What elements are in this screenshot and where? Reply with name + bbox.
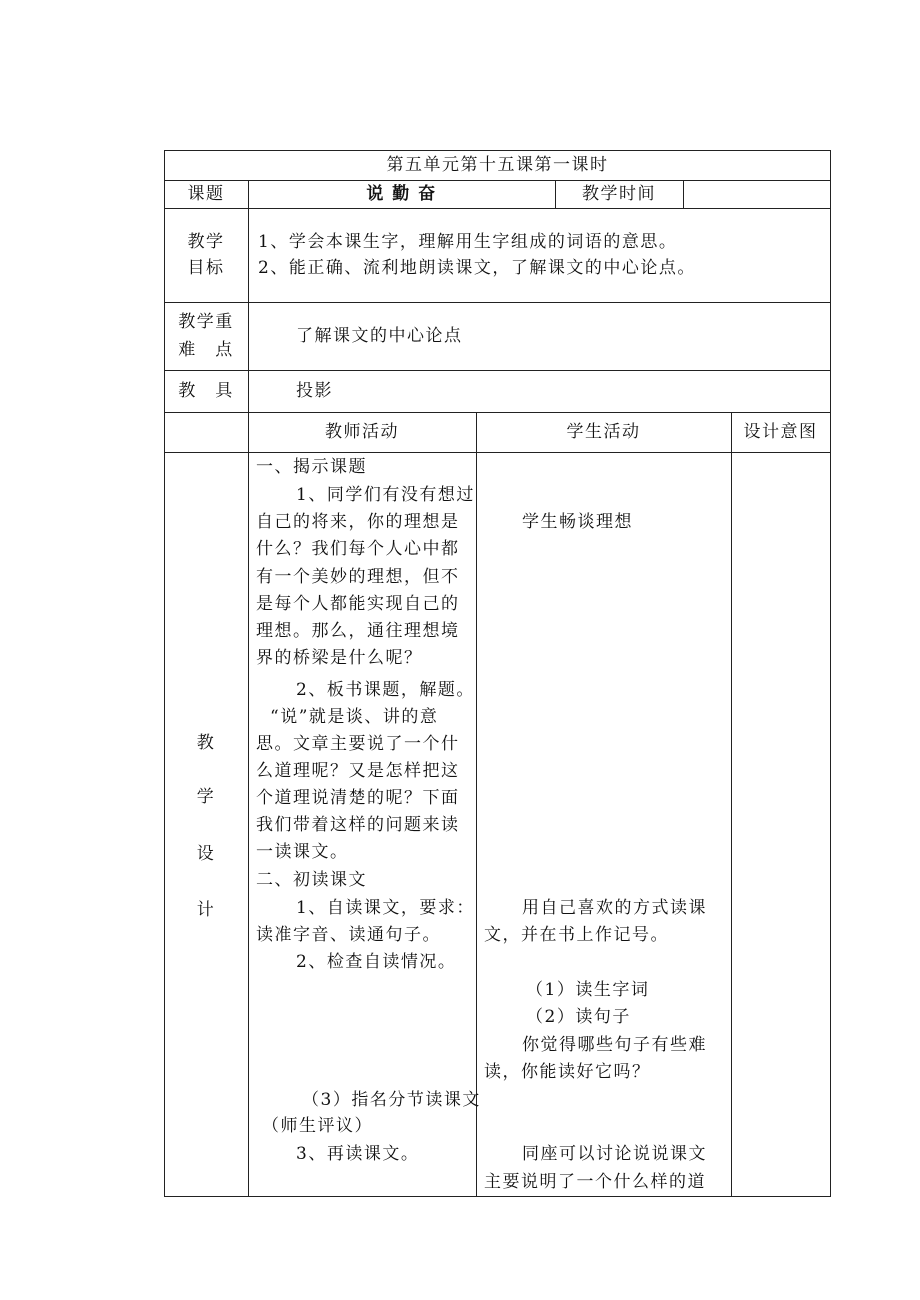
side-label: 教 bbox=[196, 733, 216, 753]
goals-label-2: 目标 bbox=[187, 258, 225, 278]
student-line: 学生畅谈理想 bbox=[522, 512, 633, 532]
table-border bbox=[164, 150, 831, 151]
teacher-line: 自己的将来，你的理想是 bbox=[256, 512, 460, 532]
topic-label: 课题 bbox=[187, 184, 225, 204]
teacher-line: 2、检查自读情况。 bbox=[296, 952, 457, 972]
col-divider bbox=[683, 180, 684, 208]
teacher-line: 什么？我们每个人心中都 bbox=[256, 539, 460, 559]
intent-column-header: 设计意图 bbox=[743, 422, 818, 442]
teacher-line: 么道理呢？又是怎样把这 bbox=[256, 761, 460, 781]
teacher-line: “说”就是谈、讲的意 bbox=[270, 707, 439, 727]
teacher-line: 有一个美妙的理想，但不 bbox=[256, 567, 460, 587]
table-border bbox=[830, 150, 831, 1197]
key-label-2: 难 点 bbox=[178, 340, 234, 360]
teacher-line: 一、揭示课题 bbox=[256, 457, 367, 477]
side-label: 计 bbox=[196, 900, 216, 920]
col-divider bbox=[731, 412, 732, 1196]
teacher-line: 2、板书课题，解题。 bbox=[296, 680, 475, 700]
time-label: 教学时间 bbox=[582, 184, 656, 204]
teacher-line: 个道理说清楚的呢？下面 bbox=[256, 788, 460, 808]
teacher-line: 1、自读课文，要求： bbox=[296, 898, 475, 918]
unit-title: 第五单元第十五课第一课时 bbox=[386, 155, 609, 175]
student-line: 读，你能读好它吗？ bbox=[484, 1062, 651, 1082]
teacher-line: 读准字音、读通句子。 bbox=[256, 925, 441, 945]
teacher-line: 是每个人都能实现自己的 bbox=[256, 594, 460, 614]
student-line: 同座可以讨论说说课文 bbox=[522, 1144, 707, 1164]
student-line: 文，并在书上作记号。 bbox=[484, 925, 669, 945]
student-line: 用自己喜欢的方式读课 bbox=[522, 898, 707, 918]
row-divider bbox=[164, 180, 831, 181]
teacher-line: （师生评议） bbox=[262, 1116, 373, 1136]
teacher-line: 1、同学们有没有想过 bbox=[296, 485, 475, 505]
key-value: 了解课文的中心论点 bbox=[296, 326, 463, 346]
col-divider bbox=[248, 180, 249, 1196]
row-divider bbox=[164, 370, 831, 371]
topic-value: 说 勤 奋 bbox=[366, 184, 437, 204]
student-column-header: 学生活动 bbox=[566, 422, 641, 442]
teacher-line: 思。文章主要说了一个什 bbox=[256, 734, 460, 754]
col-divider bbox=[476, 412, 477, 1196]
row-divider bbox=[164, 302, 831, 303]
table-border bbox=[164, 150, 165, 1197]
teacher-line: 二、初读课文 bbox=[256, 870, 367, 890]
goal-item: 2、能正确、流利地朗读课文，了解课文的中心论点。 bbox=[258, 258, 696, 278]
tools-value: 投影 bbox=[296, 381, 333, 401]
teacher-line: 界的桥梁是什么呢？ bbox=[256, 648, 423, 668]
goal-item: 1、学会本课生字，理解用生字组成的词语的意思。 bbox=[258, 232, 678, 252]
side-label: 学 bbox=[196, 787, 216, 807]
row-divider bbox=[164, 208, 831, 209]
teacher-line: 理想。那么，通往理想境 bbox=[256, 621, 460, 641]
teacher-line: 一读课文。 bbox=[256, 842, 349, 862]
side-label: 设 bbox=[196, 844, 216, 864]
teacher-line: 我们带着这样的问题来读 bbox=[256, 815, 460, 835]
goals-label-1: 教学 bbox=[187, 232, 225, 252]
table-border bbox=[164, 1196, 831, 1197]
teacher-line: 3、再读课文。 bbox=[296, 1144, 420, 1164]
teacher-line: （3）指名分节读课文 bbox=[302, 1090, 481, 1110]
student-line: 主要说明了一个什么样的道 bbox=[484, 1172, 706, 1192]
student-line: 你觉得哪些句子有些难 bbox=[522, 1035, 707, 1055]
student-line: （2）读句子 bbox=[526, 1007, 631, 1027]
student-line: （1）读生字词 bbox=[526, 980, 650, 1000]
key-label-1: 教学重 bbox=[178, 312, 234, 332]
teacher-column-header: 教师活动 bbox=[325, 422, 399, 442]
tools-label: 教 具 bbox=[178, 381, 234, 401]
